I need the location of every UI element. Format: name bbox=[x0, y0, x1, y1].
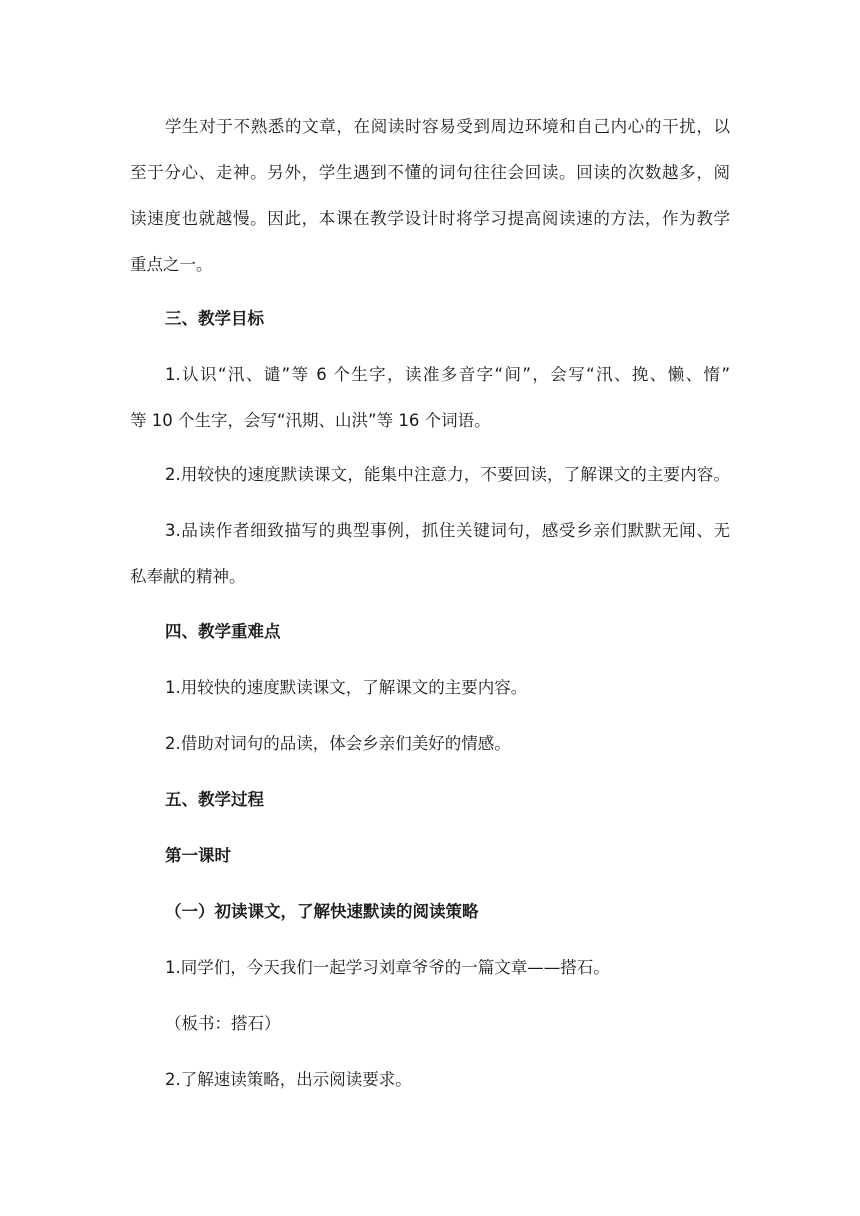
goal-3 bbox=[130, 508, 730, 600]
goal-1 bbox=[130, 352, 730, 444]
intro-paragraph bbox=[130, 104, 730, 288]
step-1: 1.同学们，今天我们一起学习刘章爷爷的一篇文章——搭石。 bbox=[165, 958, 610, 977]
lesson-title: 第一课时 bbox=[165, 846, 231, 865]
key-point-2: 2.借助对词句的品读，体会乡亲们美好的情感。 bbox=[165, 734, 511, 753]
section-heading-goals: 三、教学目标 bbox=[165, 309, 264, 328]
section-heading-process: 五、教学过程 bbox=[165, 790, 264, 809]
goal-3-line-2: 私奉献的精神。 bbox=[130, 567, 246, 586]
board-note: （板书：搭石） bbox=[165, 1014, 281, 1033]
goal-3-line-1: 3.品读作者细致描写的典型事例，抓住关键词句，感受乡亲们默默无闻、无 bbox=[165, 521, 730, 540]
subsection-heading: （一）初读课文，了解快速默读的阅读策略 bbox=[165, 902, 479, 921]
intro-line-3: 读速度也就越慢。因此，本课在教学设计时将学习提高阅读速的方法，作为教学 bbox=[130, 209, 730, 228]
intro-line-2: 至于分心、走神。另外，学生遇到不懂的词句往往会回读。回读的次数越多，阅 bbox=[130, 163, 730, 182]
step-2: 2.了解速读策略，出示阅读要求。 bbox=[165, 1070, 412, 1089]
key-point-1: 1.用较快的速度默读课文，了解课文的主要内容。 bbox=[165, 678, 528, 697]
intro-line-1: 学生对于不熟悉的文章，在阅读时容易受到周边环境和自己内心的干扰，以 bbox=[165, 117, 730, 136]
goal-2: 2.用较快的速度默读课文，能集中注意力，不要回读，了解课文的主要内容。 bbox=[165, 465, 730, 484]
goal-1-line-1: 1.认识“汛、谴”等 6 个生字，读准多音字“间”，会写“汛、挽、懒、惰” bbox=[165, 365, 730, 384]
section-heading-key-points: 四、教学重难点 bbox=[165, 622, 281, 641]
intro-line-4: 重点之一。 bbox=[130, 255, 213, 274]
goal-1-line-2: 等 10 个生字，会写“汛期、山洪”等 16 个词语。 bbox=[130, 411, 491, 430]
